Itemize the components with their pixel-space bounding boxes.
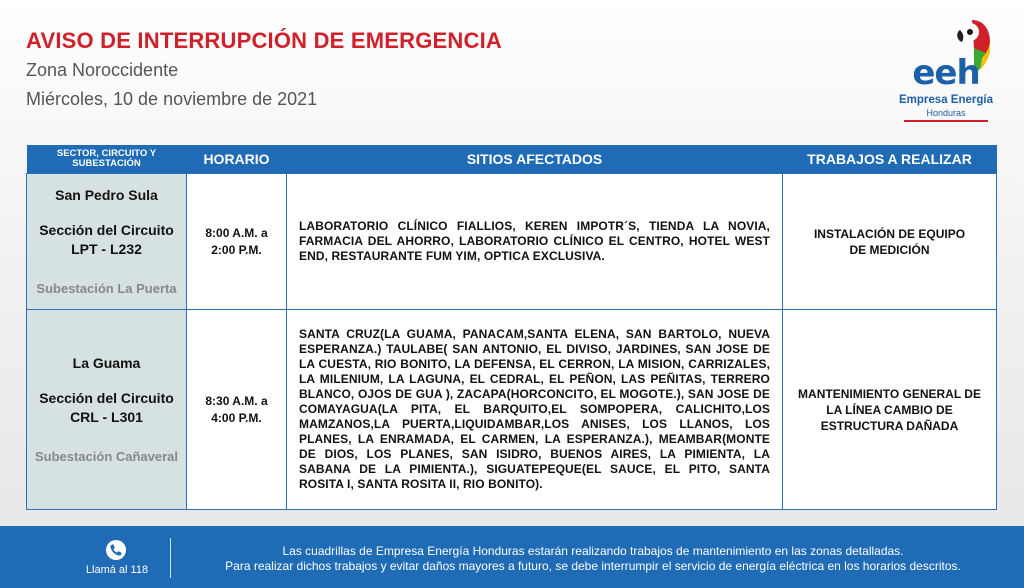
horario-cell bbox=[187, 310, 287, 510]
header-sitios: SITIOS AFECTADOS bbox=[287, 145, 783, 174]
substation-label: Subestación La Puerta bbox=[36, 281, 177, 296]
footer-divider bbox=[170, 538, 171, 578]
table-row bbox=[27, 174, 997, 310]
sector-circuit bbox=[27, 221, 186, 259]
date-label: Miércoles, 10 de noviembre de 2021 bbox=[26, 89, 318, 109]
sector-cell bbox=[27, 310, 187, 510]
header-trabajos: TRABAJOS A REALIZAR bbox=[783, 145, 997, 174]
logo-mark: eeh bbox=[912, 53, 980, 93]
logo-company-line1: Empresa Energía bbox=[899, 94, 993, 106]
eeh-logo bbox=[896, 18, 996, 118]
phone-icon[interactable] bbox=[106, 540, 126, 560]
circuit-code: CRL - L301 bbox=[70, 409, 143, 425]
trabajos-cell bbox=[783, 174, 997, 310]
sector-city: San Pedro Sula bbox=[55, 187, 158, 203]
sitios-cell: LABORATORIO CLÍNICO FIALLIOS, KEREN IMPOTR´S, TIENDA LA NOVIA, FARMACIA DEL AHORRO, LABORATORIO CLÍNICO EL CENTRO, HOTEL WEST END, RESTAURANTE FUM YIM, OPTICA EXCLUSIVA. bbox=[287, 174, 783, 310]
footer-message bbox=[178, 544, 1008, 574]
footer-line: Para realizar dichos trabajos y evitar daños mayores a futuro, se debe interrumpir el servicio de energía eléctrica en los horarios descritos. bbox=[225, 559, 961, 573]
page-title: AVISO DE INTERRUPCIÓN DE EMERGENCIA bbox=[26, 28, 502, 53]
time-start: 8:30 A.M. a bbox=[205, 393, 268, 408]
footer-bar bbox=[0, 526, 1024, 588]
work-line: MANTENIMIENTO GENERAL DE bbox=[798, 386, 981, 401]
outage-table bbox=[26, 145, 997, 510]
table-row bbox=[27, 310, 997, 510]
sitios-cell: SANTA CRUZ(LA GUAMA, PANACAM,SANTA ELENA, SAN BARTOLO, NUEVA ESPERANZA.) TAULABE( SAN ANTONIO, EL DIVISO, JARDINES, SAN JOSE DE LA CUESTA, RIO BONITO, LA DEFENSA, EL CERRON, LA MISION, CARRIZALES, LA MILENIUM, LA LAGUNA, EL CEDRAL, EL PEÑON, LAS PEÑITAS, TERRERO BLANCO, OJOS DE GUA ), ZACAPA(HORCONCITO, EL MOGOTE.), SAN JOSE DE COMAYAGUA(LA PITA, EL BARQUITO,EL SOMPOPERA, CALICHITO,LOS MAMZANOS,LA PUERTA,LIQUIDAMBAR,LOS ANISES, LOS LLANOS, LOS PLANES, LA ENRAMADA, EL CARMEN, LA ESPERANZA.), MEAMBAR(MONTE DE DIOS, LOS PLANES, SAN ISIDRO, BUENOS AIRES, LA PIMIENTA, LA SABANA DE LA PIMIENTA.), SIGUATEPEQUE(EL SAUCE, EL PITO, SANTA ROSITA I, SANTA ROSITA II, RIO BONITO). bbox=[287, 310, 783, 510]
phone-label: Llamá al 118 bbox=[85, 564, 149, 576]
sector-circuit bbox=[27, 389, 186, 427]
header-horario: HORARIO bbox=[187, 145, 287, 174]
circuit-label: Sección del Circuito bbox=[39, 222, 174, 238]
work-line: DE MEDICIÓN bbox=[849, 242, 930, 257]
circuit-label: Sección del Circuito bbox=[39, 390, 174, 406]
time-start: 8:00 A.M. a bbox=[205, 225, 268, 240]
horario-cell bbox=[187, 174, 287, 310]
footer-line: Las cuadrillas de Empresa Energía Honduras estarán realizando trabajos de mantenimiento en las zonas detalladas. bbox=[282, 544, 904, 558]
circuit-code: LPT - L232 bbox=[71, 241, 142, 257]
zone-label: Zona Noroccidente bbox=[26, 60, 179, 80]
sector-city: La Guama bbox=[72, 355, 141, 371]
sector-cell bbox=[27, 174, 187, 310]
trabajos-cell bbox=[783, 310, 997, 510]
substation-label: Subestación Cañaveral bbox=[34, 449, 179, 464]
logo-company-line2: Honduras bbox=[926, 108, 966, 118]
header bbox=[26, 28, 502, 110]
work-line: LA LÍNEA CAMBIO DE bbox=[826, 402, 953, 417]
work-line: INSTALACIÓN DE EQUIPO bbox=[813, 226, 966, 241]
table-header-row bbox=[27, 145, 997, 174]
work-line: ESTRUCTURA DAÑADA bbox=[820, 418, 959, 433]
time-end: 2:00 P.M. bbox=[211, 242, 262, 257]
header-sector: SECTOR, CIRCUITO Y SUBESTACIÓN bbox=[27, 145, 187, 174]
logo-underline bbox=[904, 120, 988, 122]
time-end: 4:00 P.M. bbox=[211, 410, 262, 425]
